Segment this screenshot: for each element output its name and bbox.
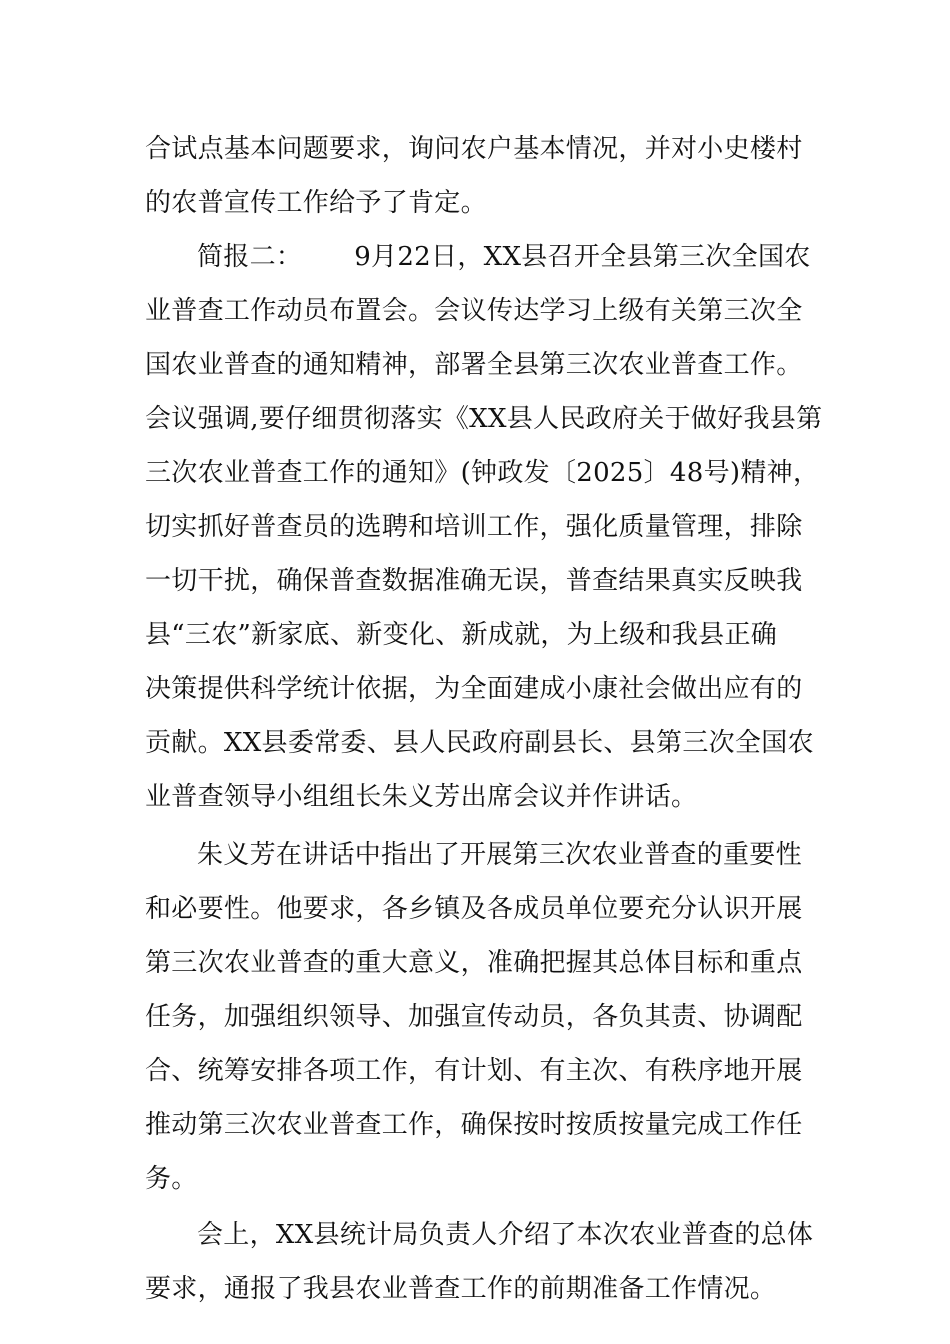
text-line: 贡献。XX县委常委、县人民政府副县长、县第三次全国农 xyxy=(145,728,814,758)
text-line: 第三次农业普查的重大意义，准确把握其总体目标和重点 xyxy=(145,948,803,978)
text-line: 切实抓好普查员的选聘和培训工作，强化质量管理，排除 xyxy=(145,512,803,542)
paragraph-first-line: 会上，XX县统计局负责人介绍了本次农业普查的总体 xyxy=(197,1220,814,1250)
text-line: 国农业普查的通知精神，部署全县第三次农业普查工作。 xyxy=(145,350,803,380)
text-line: 业普查领导小组组长朱义芳出席会议并作讲话。 xyxy=(145,782,698,812)
text-line: 要求，通报了我县农业普查工作的前期准备工作情况。 xyxy=(145,1274,777,1304)
text-line: 任务，加强组织领导、加强宣传动员，各负其责、协调配 xyxy=(145,1002,803,1032)
text-line: 合试点基本问题要求，询问农户基本情况，并对小史楼村 xyxy=(145,134,803,164)
text-line: 一切干扰，确保普查数据准确无误，普查结果真实反映我 xyxy=(145,566,803,596)
text-line: 三次农业普查工作的通知》(钟政发〔2025〕48号)精神， xyxy=(145,458,820,488)
text-line: 县“三农”新家底、新变化、新成就，为上级和我县正确 xyxy=(145,620,778,650)
text-line: 的农普宣传工作给予了肯定。 xyxy=(145,188,487,218)
text-line: 9月22日，XX县召开全县第三次全国农 xyxy=(354,242,811,272)
text-line: 决策提供科学统计依据，为全面建成小康社会做出应有的 xyxy=(145,674,803,704)
text-line: 推动第三次农业普查工作，确保按时按质按量完成工作任 xyxy=(145,1110,803,1140)
text-line: 和必要性。他要求，各乡镇及各成员单位要充分认识开展 xyxy=(145,894,803,924)
paragraph-first-line xyxy=(197,240,877,274)
section-heading: 简报二： xyxy=(197,242,303,272)
text-line: 务。 xyxy=(145,1164,198,1194)
text-line: 合、统筹安排各项工作，有计划、有主次、有秩序地开展 xyxy=(145,1056,803,1086)
text-line: 业普查工作动员布置会。会议传达学习上级有关第三次全 xyxy=(145,296,803,326)
text-line: 会议强调,要仔细贯彻落实《XX县人民政府关于做好我县第 xyxy=(145,404,823,434)
paragraph-first-line: 朱义芳在讲话中指出了开展第三次农业普查的重要性 xyxy=(197,840,802,870)
